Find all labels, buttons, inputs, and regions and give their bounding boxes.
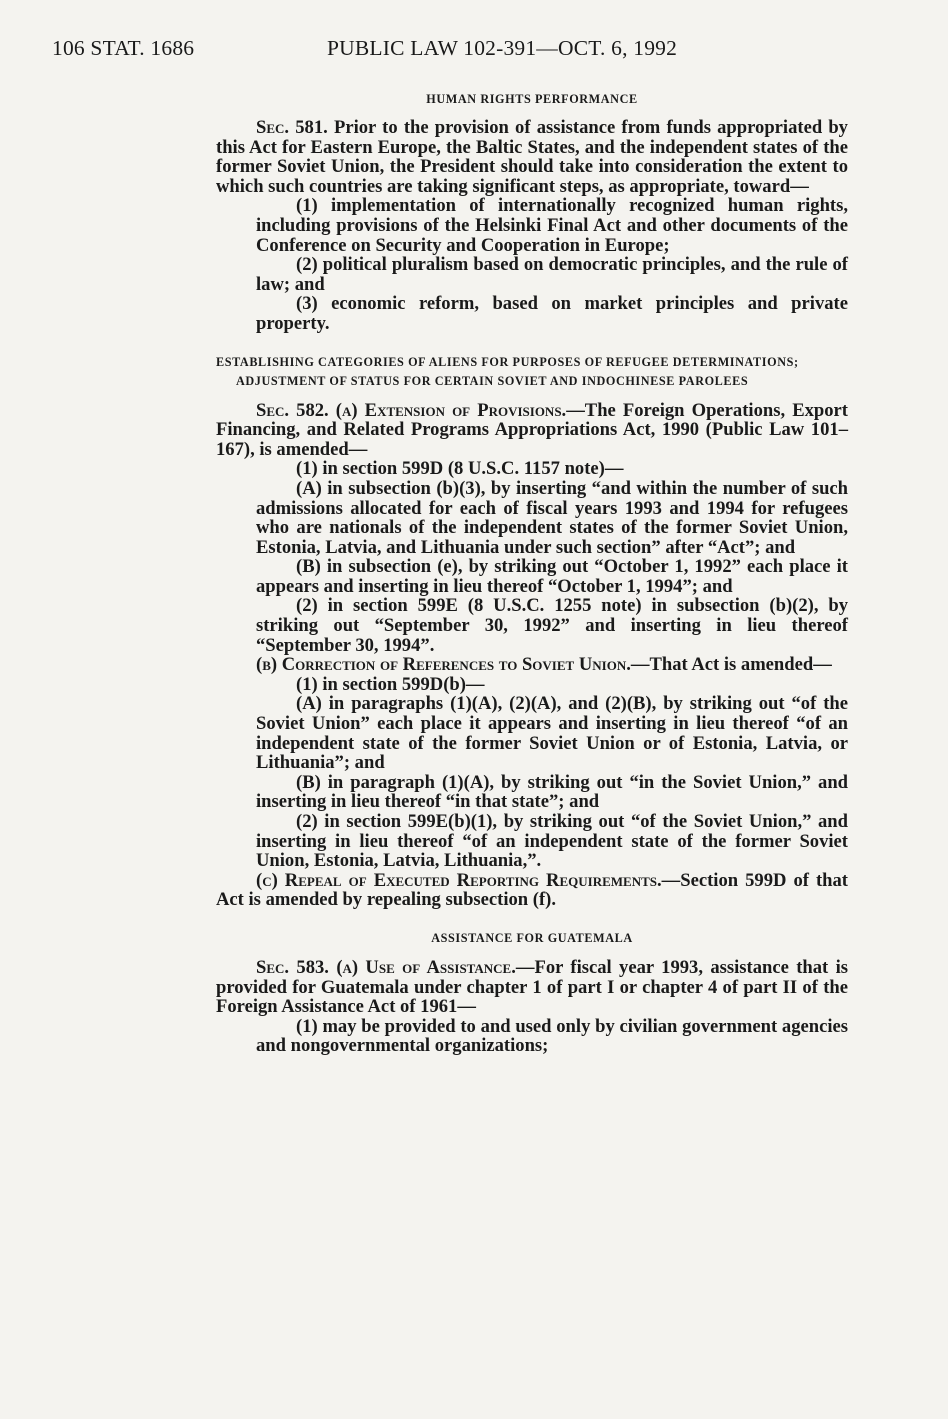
section-582-c: (c) Repeal of Executed Reporting Requirements.—Section 599D of that Act is amended by repealing subsection (f).: [216, 869, 848, 911]
section-label: Sec. 583.: [256, 956, 329, 978]
section-582-a-2: (2) in section 599E (8 U.S.C. 1255 note) in subsection (b)(2), by striking out “September 30, 1992” and inserting in lieu thereof “September 30, 1994”.: [256, 595, 848, 656]
section-label: Sec. 582.: [256, 399, 329, 421]
section-582-b: (b) Correction of References to Soviet Union.—That Act is amended—: [256, 654, 832, 676]
subsection-heading: (a) Extension of Provisions.: [335, 399, 567, 421]
statute-citation: 106 STAT. 1686: [52, 36, 195, 60]
section-582-a-1: (1) in section 599D (8 U.S.C. 1157 note)—: [296, 458, 624, 480]
section-582-b-1-B: (B) in paragraph (1)(A), by striking out “in the Soviet Union,” and inserting in lieu thereof “in that state”; and: [256, 771, 848, 813]
subsection-heading: (b) Correction of References to Soviet Union.: [256, 654, 631, 676]
section-582-b-2: (2) in section 599E(b)(1), by striking out “of the Soviet Union,” and inserting in lieu thereof “of an independent state of the former Soviet Union, Estonia, Latvia, Lithuania,”.: [256, 811, 848, 872]
section-label: Sec. 581.: [256, 117, 328, 138]
section-581-intro: Sec. 581. Prior to the provision of assistance from funds appropriated by this Act for Eastern Europe, the Baltic States, and the independent states of the former Soviet Union, the President should take into consideration the extent to which such countries are taking significant steps, as appropriate, toward—: [216, 117, 848, 197]
section-583-a: Sec. 583. (a) Use of Assistance.—For fiscal year 1993, assistance that is provided for Guatemala under chapter 1 of part I or chapter 4 of part II of the Foreign Assistance Act of 1961—: [216, 956, 848, 1018]
section-582-b-1: (1) in section 599D(b)—: [296, 673, 485, 695]
section-581-item-2: (2) political pluralism based on democratic principles, and the rule of law; and: [256, 254, 848, 295]
section-582-a-1-A: (A) in subsection (b)(3), by inserting “and within the number of such admissions allocated for each of fiscal years 1993 and 1994 for refugees who are nationals of the independent states of the former Soviet Union, Estonia, Latvia, and Lithuania under such section” after “Act”; and: [256, 477, 848, 558]
document-body: [216, 90, 848, 1056]
section-581-heading: HUMAN RIGHTS PERFORMANCE: [426, 92, 638, 106]
section-581-item-3: (3) economic reform, based on market principles and private property.: [256, 293, 848, 334]
section-583-a-1: (1) may be provided to and used only by civilian government agencies and nongovernmental organizations;: [256, 1015, 848, 1057]
section-582-heading: ESTABLISHING CATEGORIES OF ALIENS FOR PURPOSES OF REFUGEE DETERMINATIONS; ADJUSTMENT OF STATUS FOR CERTAIN SOVIET AND INDOCHINESE PAROLEES: [216, 354, 799, 388]
subsection-heading: (c) Repeal of Executed Reporting Requirements.: [256, 869, 662, 891]
public-law-title: PUBLIC LAW 102-391—OCT. 6, 1992: [327, 36, 678, 60]
section-583-heading: ASSISTANCE FOR GUATEMALA: [431, 930, 633, 945]
section-582-a-1-B: (B) in subsection (e), by striking out “October 1, 1992” each place it appears and inserting in lieu thereof “October 1, 1994”; and: [256, 556, 848, 597]
subsection-heading: (a) Use of Assistance.: [336, 956, 516, 978]
section-581-item-1: (1) implementation of internationally recognized human rights, including provisions of the Helsinki Final Act and other documents of the Conference on Security and Cooperation in Europe;: [256, 195, 848, 256]
section-582-b-1-A: (A) in paragraphs (1)(A), (2)(A), and (2)(B), by striking out “of the Soviet Union” each place it appears and inserting in lieu thereof “of an independent state of the former Soviet Union or of Estonia, Latvia, or Lithuania”; and: [256, 693, 848, 774]
section-582-a: Sec. 582. (a) Extension of Provisions.—The Foreign Operations, Export Financing, and Related Programs Appropriations Act, 1990 (Public Law 101–167), is amended—: [216, 399, 848, 460]
